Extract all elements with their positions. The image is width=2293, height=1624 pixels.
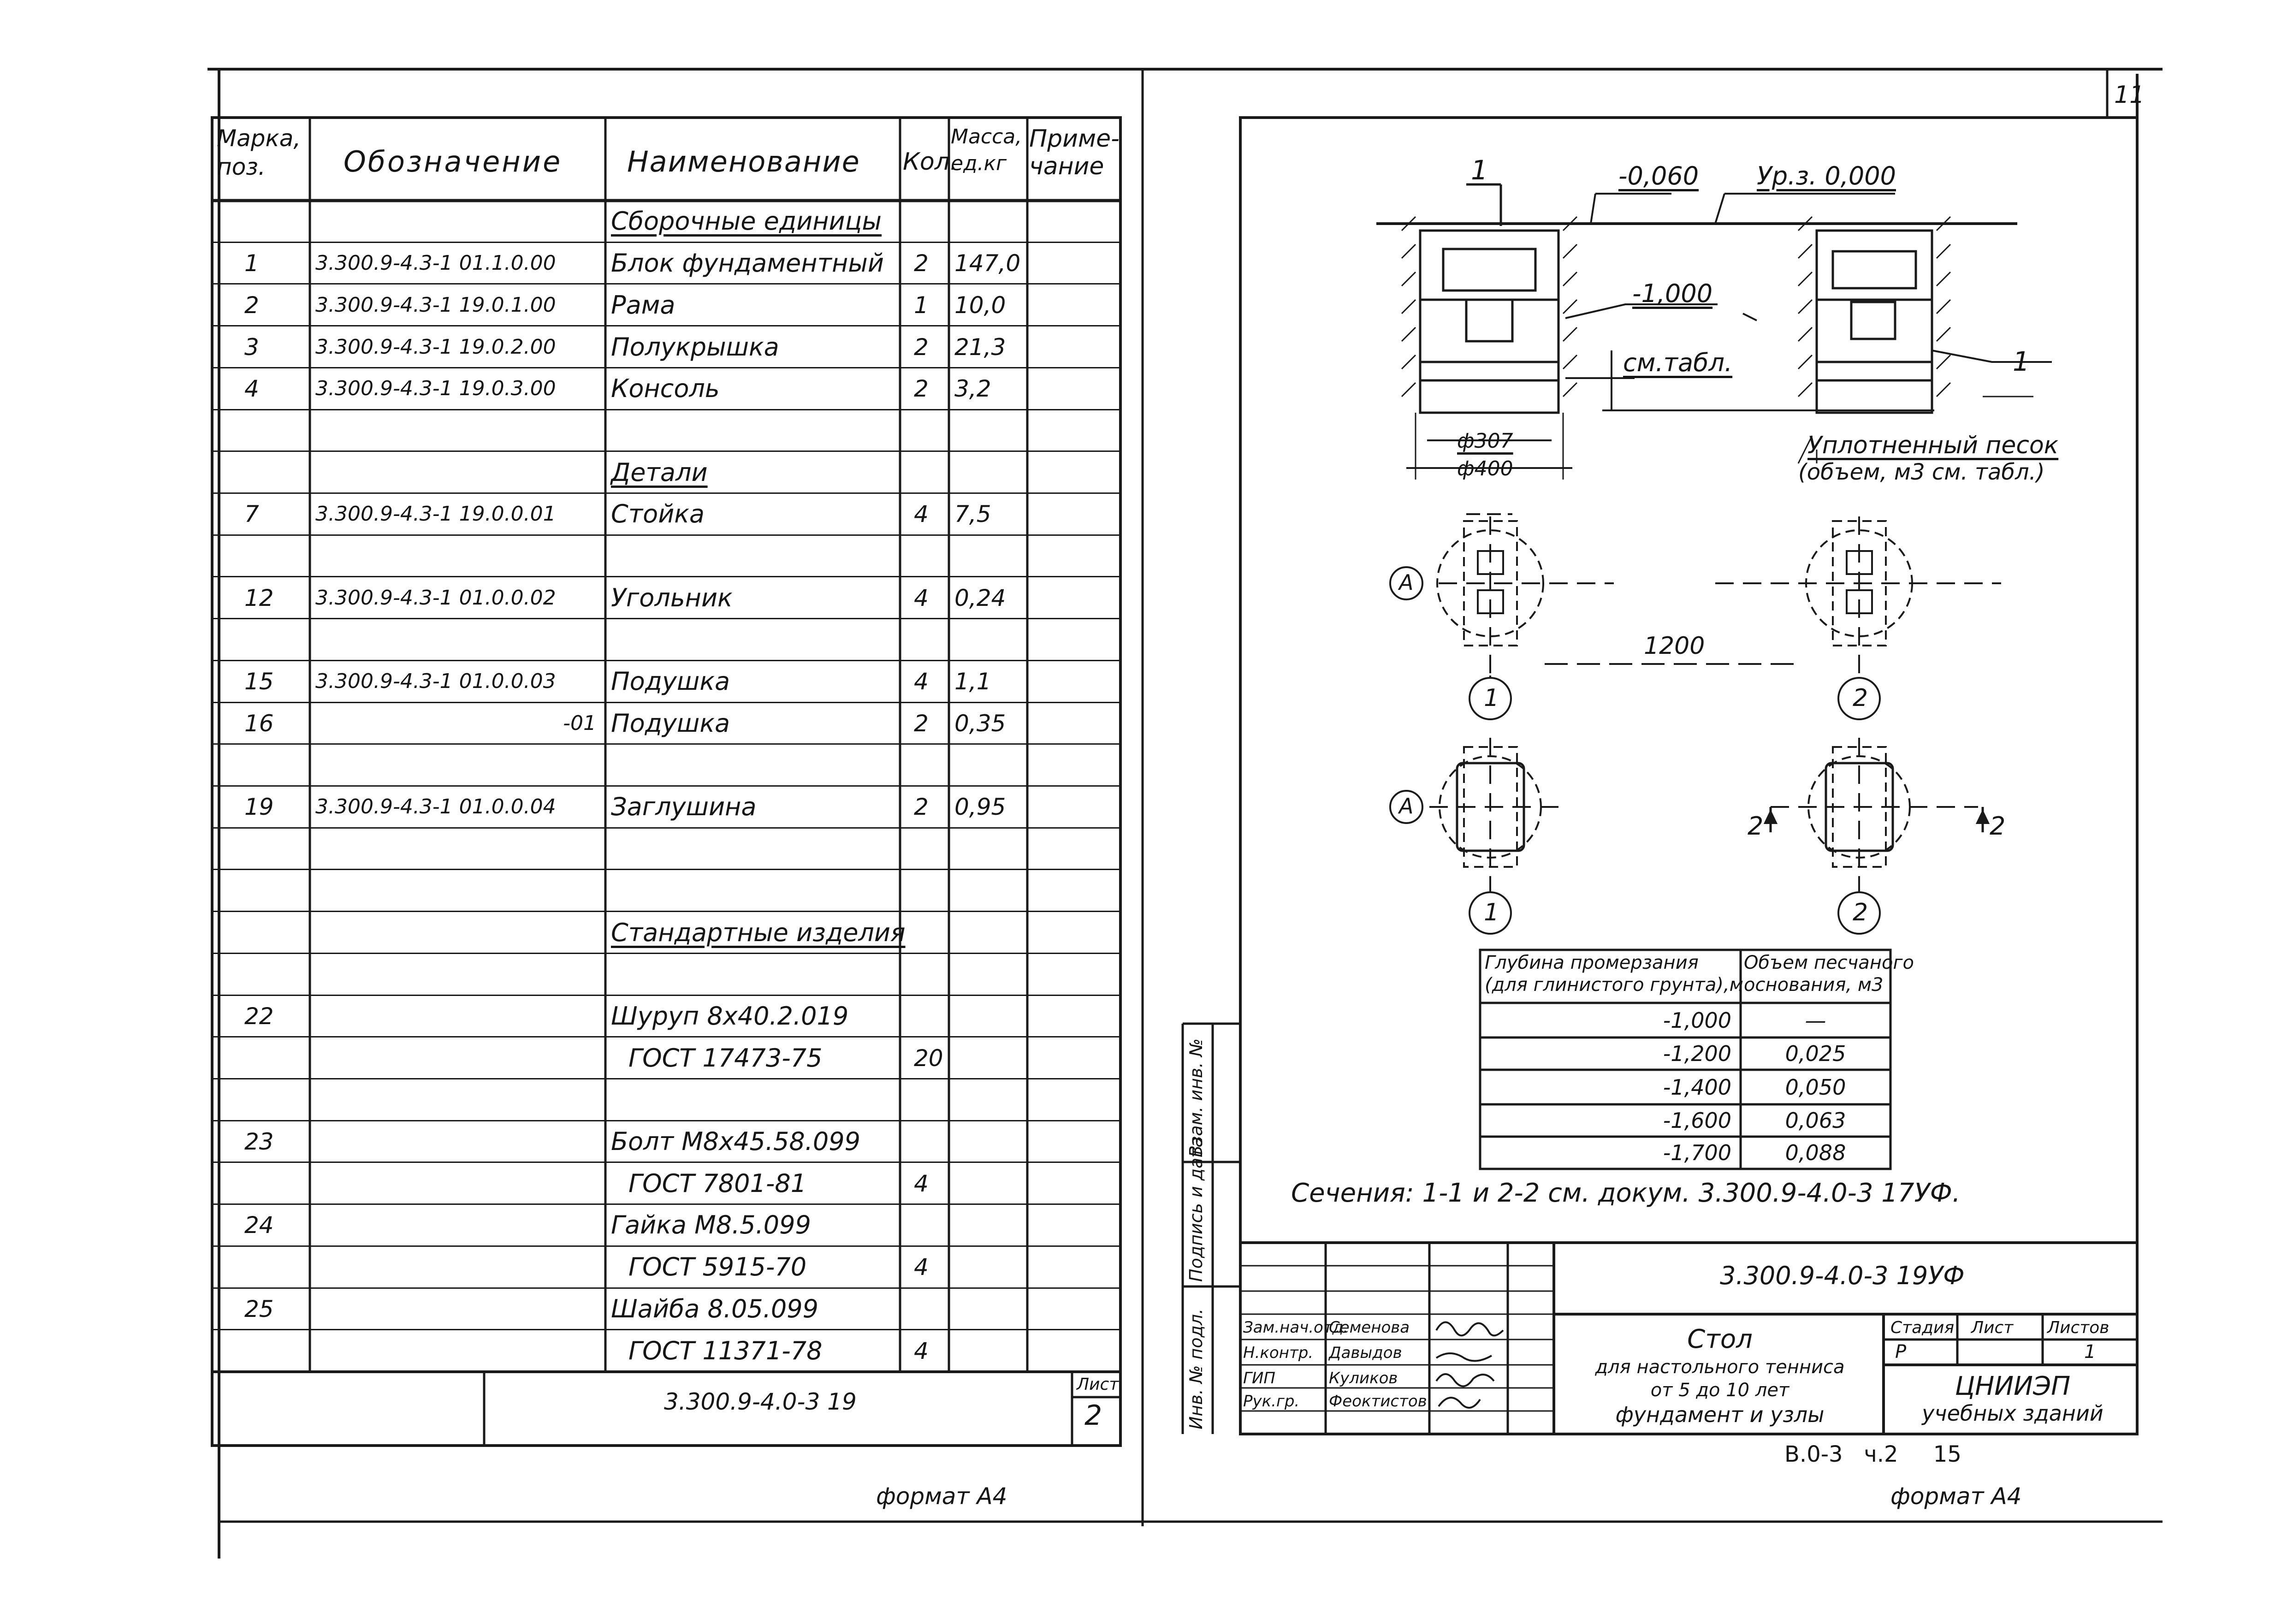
cell-name: ГОСТ 17473-75: [628, 1043, 823, 1073]
cell-name: Подушка: [611, 709, 730, 738]
name-3: Куликов: [1329, 1369, 1398, 1387]
table-row-divider: [212, 1203, 1120, 1205]
table-row-divider: [212, 283, 1120, 284]
table-row-divider: [212, 702, 1120, 703]
sand-note: (объем, м3 см. табл.): [1798, 459, 2045, 485]
cell-mark: 1: [244, 250, 259, 277]
drawing-title-line4: фундамент и узлы: [1615, 1402, 1825, 1427]
table-row-divider: [212, 953, 1120, 954]
cell-name: Рама: [611, 290, 675, 320]
table-row-divider: [212, 743, 1120, 745]
stage-label: Стадия: [1890, 1318, 1955, 1337]
name-1: Семенова: [1329, 1318, 1410, 1337]
cell-mark: 19: [244, 794, 274, 820]
table-row-divider: [212, 534, 1120, 536]
leader-label: 1: [2013, 346, 2030, 377]
left-stamp-sheet-label: Лист: [1077, 1375, 1119, 1394]
cell-designation: 3.300.9-4.3-1 19.0.2.00: [315, 335, 556, 359]
level-1000-label: -1,000: [1632, 279, 1713, 308]
cell-qty: 4: [914, 1170, 929, 1197]
title-block-code: 3.300.9-4.0-3 19УФ: [1720, 1261, 1965, 1290]
left-format-label: формат А4: [876, 1483, 1007, 1510]
cell-name: Стандартные изделия: [611, 918, 906, 947]
cell-qty: 2: [914, 375, 929, 402]
inner-diameter-label: ф307: [1457, 429, 1513, 453]
col-header-name: Наименование: [627, 145, 860, 178]
cell-name: Полукрышка: [611, 332, 779, 362]
side-label-signature-date: Подпись и дата: [1186, 1137, 1206, 1282]
volume-value: 0,050: [1785, 1074, 1846, 1100]
table-row-divider: [212, 827, 1120, 829]
table-row-divider: [212, 409, 1120, 410]
cell-qty: 2: [914, 794, 929, 820]
table-row-divider: [212, 576, 1120, 577]
table-row-divider: [212, 618, 1120, 619]
cell-mark: 2: [244, 292, 259, 319]
role-1: Зам.нач.отд.: [1243, 1318, 1348, 1337]
stage-value: Р: [1895, 1341, 1907, 1363]
cell-mass: 147,0: [954, 250, 1021, 277]
right-format-label: формат А4: [1890, 1483, 2022, 1510]
axis-2-label-1: 2: [1853, 684, 1868, 712]
cell-qty: 4: [914, 501, 929, 528]
cell-qty: 20: [914, 1045, 943, 1072]
col-header-mark: [217, 127, 301, 178]
cell-qty: 4: [914, 668, 929, 695]
axis-a-label-1: А: [1399, 570, 1414, 595]
cell-name: Угольник: [611, 583, 733, 612]
cell-qty: 1: [914, 292, 929, 319]
sheets-label: Листов: [2047, 1318, 2109, 1337]
depth-value: -1,400: [1663, 1074, 1731, 1100]
cell-name: Подушка: [611, 667, 730, 696]
role-4: Рук.гр.: [1243, 1392, 1300, 1411]
cell-mass: 7,5: [954, 501, 991, 528]
cell-designation: 3.300.9-4.3-1 01.0.0.02: [315, 586, 556, 610]
table-row-divider: [212, 1371, 1120, 1372]
depth-table-header-volume: [1744, 954, 1914, 994]
name-2: Давыдов: [1329, 1344, 1402, 1362]
volume-value: 0,063: [1785, 1108, 1846, 1133]
see-table-label: см.табл.: [1623, 348, 1733, 377]
span-dimension: 1200: [1644, 632, 1705, 660]
cell-mass: 0,24: [954, 585, 1006, 611]
cell-designation: 3.300.9-4.3-1 19.0.0.01: [315, 502, 556, 526]
col-header-mark-line1: Марка,: [217, 125, 301, 152]
role-2: Н.контр.: [1243, 1344, 1314, 1362]
organization-line2: учебных зданий: [1922, 1401, 2103, 1426]
depth-value: -1,600: [1663, 1108, 1731, 1133]
side-label-inv-no: Инв. № подл.: [1186, 1308, 1206, 1429]
cell-mass: 0,95: [954, 794, 1006, 820]
level-zero-label: Ур.з. 0,000: [1757, 161, 1896, 190]
cell-name: Болт М8х45.58.099: [611, 1127, 860, 1156]
cell-name: ГОСТ 7801-81: [628, 1169, 807, 1198]
depth-value: -1,200: [1663, 1041, 1731, 1066]
depth-header-line1: Глубина промерзания: [1485, 952, 1699, 973]
axis-1-label-1: 1: [1484, 684, 1499, 712]
sheet-label: Лист: [1971, 1318, 2014, 1337]
volume-value: —: [1805, 1008, 1826, 1033]
cell-mark: 7: [244, 501, 259, 528]
sheets-value: 1: [2084, 1341, 2096, 1363]
volume-header-line2: основания, м3: [1744, 974, 1884, 996]
cell-mark: 23: [244, 1128, 274, 1155]
cell-mark: 4: [244, 375, 259, 402]
cell-name: ГОСТ 11371-78: [628, 1336, 823, 1365]
col-header-mark-line2: поз.: [217, 154, 266, 180]
table-row-divider: [212, 1120, 1120, 1121]
table-row-divider: [212, 1078, 1120, 1079]
drawing-title-line3: от 5 до 10 лет: [1650, 1380, 1789, 1401]
cell-mark: 3: [244, 334, 259, 361]
cell-mark: 25: [244, 1296, 274, 1322]
cell-mass: 10,0: [954, 292, 1006, 319]
axis-a-label-2: А: [1399, 794, 1414, 818]
depth-value: -1,000: [1663, 1008, 1731, 1033]
cell-mark: 12: [244, 585, 274, 611]
section-marker: 1: [1471, 154, 1488, 186]
cell-mass: 0,35: [954, 710, 1006, 737]
col-header-note-line2: чание: [1029, 153, 1104, 180]
right-frame: [1183, 69, 2137, 1434]
table-row-divider: [212, 1036, 1120, 1037]
cell-qty: 4: [914, 1254, 929, 1280]
col-header-mass-line1: Масса,: [951, 125, 1022, 148]
name-4: Феоктистов: [1329, 1392, 1427, 1411]
outer-diameter-label: ф400: [1457, 457, 1513, 480]
axis-1-label-2: 1: [1484, 899, 1499, 926]
table-row-divider: [212, 367, 1120, 368]
cell-designation: -01: [563, 711, 596, 735]
cut-right-label: 2: [1990, 812, 2006, 841]
table-row-divider: [212, 1287, 1120, 1289]
table-row-divider: [212, 869, 1120, 870]
cell-mark: 22: [244, 1003, 274, 1030]
page-number: 11: [2114, 81, 2145, 109]
organization-line1: ЦНИИЭП: [1955, 1371, 2071, 1401]
footer-reference: В.0-3 ч.2 15: [1784, 1441, 1961, 1467]
sections-note: Сечения: 1-1 и 2-2 см. докум. 3.300.9-4.0-3 17УФ.: [1291, 1178, 1961, 1208]
cell-name: ГОСТ 5915-70: [628, 1252, 807, 1281]
role-3: ГИП: [1243, 1369, 1275, 1387]
cell-name: Заглушина: [611, 792, 757, 821]
drawing-title-line1: Стол: [1687, 1324, 1753, 1354]
cell-designation: 3.300.9-4.3-1 01.0.0.04: [315, 795, 556, 818]
sand-label: Уплотненный песок: [1807, 432, 2059, 459]
table-row-divider: [212, 1162, 1120, 1163]
table-row-divider: [212, 492, 1120, 494]
drawing-title: [1558, 1323, 1881, 1428]
depth-header-line2: (для глинистого грунта),м: [1485, 974, 1743, 996]
cut-left-label: 2: [1748, 812, 1764, 841]
table-row-divider: [212, 785, 1120, 787]
table-row-divider: [212, 450, 1120, 452]
side-label-replace-inv: Взам. инв. №: [1186, 1038, 1206, 1157]
table-row-divider: [212, 1245, 1120, 1247]
table-row-divider: [212, 911, 1120, 912]
table-row-divider: [212, 1329, 1120, 1330]
cell-name: Стойка: [611, 499, 705, 528]
axis-2-label-2: 2: [1853, 899, 1868, 926]
cell-name: Сборочные единицы: [611, 207, 882, 236]
depth-table-header-depth: [1485, 954, 1743, 994]
col-header-note: [1029, 127, 1120, 178]
cell-qty: 2: [914, 334, 929, 361]
cell-designation: 3.300.9-4.3-1 01.0.0.03: [315, 670, 556, 693]
depth-value: -1,700: [1663, 1140, 1731, 1165]
col-header-designation: Обозначение: [344, 145, 563, 178]
cell-name: Шайба 8.05.099: [611, 1294, 818, 1323]
organization: [1890, 1372, 2135, 1426]
cell-qty: 4: [914, 1338, 929, 1364]
cell-designation: 3.300.9-4.3-1 19.0.3.00: [315, 377, 556, 400]
cell-mark: 16: [244, 710, 274, 737]
col-header-note-line1: Приме-: [1029, 125, 1120, 153]
table-row-divider: [212, 325, 1120, 326]
cell-designation: 3.300.9-4.3-1 01.1.0.00: [315, 251, 556, 275]
table-row-divider: [212, 995, 1120, 996]
cell-mass: 3,2: [954, 375, 991, 402]
col-header-qty: Кол.: [903, 148, 958, 176]
volume-header-line1: Объем песчаного: [1744, 952, 1914, 973]
cell-name: Блок фундаментный: [611, 249, 884, 278]
cell-name: Детали: [611, 458, 708, 487]
col-header-mass-line2: ед.кг: [951, 152, 1007, 175]
cell-mark: 24: [244, 1212, 274, 1239]
cell-name: Гайка М8.5.099: [611, 1210, 811, 1239]
cell-designation: 3.300.9-4.3-1 19.0.1.00: [315, 293, 556, 317]
table-row-divider: [212, 242, 1120, 243]
col-header-mass: [951, 127, 1022, 174]
cell-mark: 15: [244, 668, 274, 695]
cell-mass: 1,1: [954, 668, 991, 695]
plan-views: [1390, 514, 2001, 934]
left-stamp-code: 3.300.9-4.0-3 19: [664, 1388, 857, 1415]
drawing-title-line2: для настольного тенниса: [1595, 1357, 1845, 1378]
volume-value: 0,088: [1785, 1140, 1846, 1165]
cell-name: Шуруп 8х40.2.019: [611, 1002, 849, 1031]
cell-qty: 2: [914, 710, 929, 737]
cell-qty: 4: [914, 585, 929, 611]
table-row-divider: [212, 660, 1120, 661]
cell-name: Консоль: [611, 374, 720, 403]
cell-qty: 2: [914, 250, 929, 277]
volume-value: 0,025: [1785, 1041, 1846, 1066]
left-stamp-sheet-number: 2: [1084, 1399, 1102, 1432]
level-top-label: -0,060: [1618, 161, 1699, 190]
cell-mass: 21,3: [954, 334, 1006, 361]
